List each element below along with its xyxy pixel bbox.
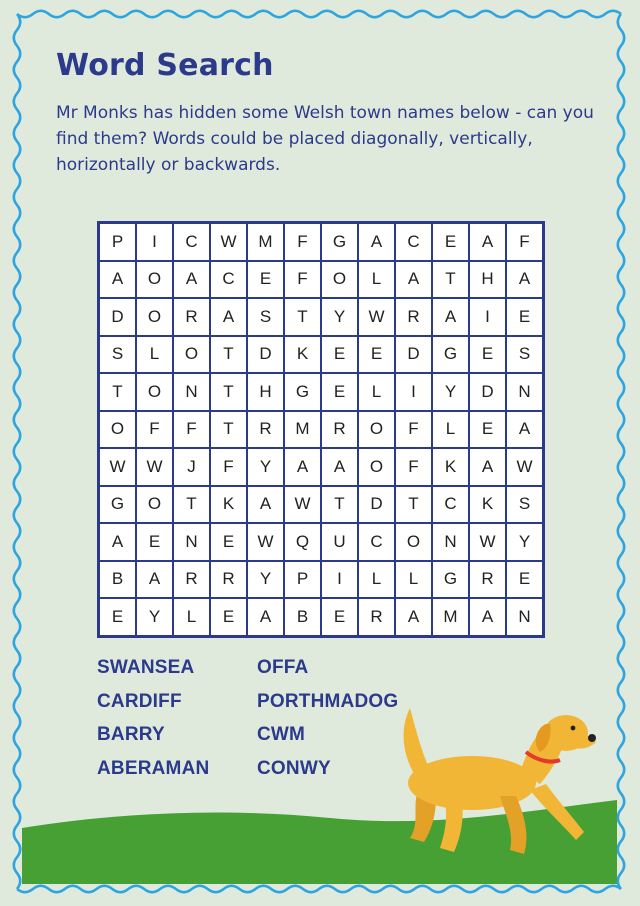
grid-cell: H [469,261,506,299]
grid-cell: C [432,486,469,524]
grid-cell: R [395,298,432,336]
grid-cell: P [99,223,136,261]
grid-cell: D [99,298,136,336]
grid-cell: D [358,486,395,524]
instructions: Mr Monks has hidden some Welsh town names below - can you find them? Words could be placed diagonally, vertically, horizontally or backwards. [56,103,594,175]
word-list-item: CARDIFF [97,690,182,712]
grid-cell: S [506,486,543,524]
grid-cell: D [395,336,432,374]
grid-cell: A [395,598,432,636]
grid-cell: C [173,223,210,261]
grid-cell: G [99,486,136,524]
word-list-item: SWANSEA [97,657,195,678]
word-list-item: PORTHMADOG [257,690,399,712]
grid-cell: Q [284,523,321,561]
grid-cell: L [358,561,395,599]
grid-cell: O [173,336,210,374]
grid-cell: E [321,336,358,374]
grass-hill [22,800,617,884]
word-list-item: BARRY [97,724,165,745]
grid-cell: A [506,261,543,299]
grid-cell: A [136,561,173,599]
grid-cell: O [321,261,358,299]
word-list-item: ABERAMAN [97,757,210,779]
grid-cell: T [99,373,136,411]
word-search-grid [97,221,545,638]
word-list-item: OFFA [257,657,309,678]
grid-cell: E [469,411,506,449]
grid-cell: W [284,486,321,524]
grid-cell: L [358,373,395,411]
grid-cell: A [247,598,284,636]
grid-cell: T [395,486,432,524]
grid-cell: A [99,261,136,299]
grid-cell: O [395,523,432,561]
grid-cell: E [210,598,247,636]
grid-cell: T [210,336,247,374]
grid-cell: C [358,523,395,561]
grid-cell: E [321,373,358,411]
grid-cell: E [506,298,543,336]
grid-cell: O [136,486,173,524]
grid-cell: S [247,298,284,336]
grid-cell: T [173,486,210,524]
grid-cell: U [321,523,358,561]
grid-cell: Y [432,373,469,411]
grid-cell: F [395,448,432,486]
word-list-item: CWM [257,724,306,745]
grid-cell: L [136,336,173,374]
word-list [97,657,457,791]
grid-cell: B [284,598,321,636]
grid-cell: R [321,411,358,449]
grid-cell: A [247,486,284,524]
grid-cell: M [284,411,321,449]
grid-cell: W [469,523,506,561]
grid-cell: E [506,561,543,599]
grid-cell: T [210,373,247,411]
grid-cell: E [432,223,469,261]
grid-cell: W [358,298,395,336]
grid-cell: R [173,561,210,599]
grid-cell: R [210,561,247,599]
grid-cell: A [321,448,358,486]
grid-cell: H [247,373,284,411]
grid-cell: F [136,411,173,449]
grid-cell: G [321,223,358,261]
grid-cell: E [247,261,284,299]
grid-cell: R [358,598,395,636]
grid-cell: W [506,448,543,486]
grid-cell: K [284,336,321,374]
grid-cell: W [247,523,284,561]
grid-cell: L [395,561,432,599]
page-title: Word Search [56,48,274,83]
grid-cell: A [432,298,469,336]
grid-cell: R [173,298,210,336]
grid-cell: O [136,373,173,411]
grid-cell: A [173,261,210,299]
grid-cell: F [506,223,543,261]
grid-cell: W [210,223,247,261]
grid-cell: B [99,561,136,599]
grid-cell: G [284,373,321,411]
grid-cell: A [358,223,395,261]
grid-cell: T [432,261,469,299]
grid-cell: F [210,448,247,486]
grid-cell: I [469,298,506,336]
grid-cell: W [136,448,173,486]
grid-cell: A [395,261,432,299]
grid-cell: F [284,223,321,261]
grid-cell: K [469,486,506,524]
grid-cell: A [469,448,506,486]
grid-cell: E [469,336,506,374]
grid-cell: E [136,523,173,561]
grid-cell: N [173,523,210,561]
grid-cell: M [247,223,284,261]
grid-cell: R [247,411,284,449]
grid-cell: N [432,523,469,561]
grid-cell: E [99,598,136,636]
grid-cell: D [469,373,506,411]
grid-cell: E [321,598,358,636]
word-list-item: CONWY [257,757,331,779]
grid-cell: O [358,448,395,486]
grid-cell: S [506,336,543,374]
grid-cell: K [432,448,469,486]
grid-cell: I [136,223,173,261]
grid-cell: D [247,336,284,374]
grid-cell: R [469,561,506,599]
grid-cell: A [469,223,506,261]
grid-cell: L [432,411,469,449]
grid-cell: Y [247,448,284,486]
grid-cell: T [284,298,321,336]
grid-cell: J [173,448,210,486]
grid-cell: E [358,336,395,374]
grid-cell: G [432,336,469,374]
grid-cell: A [210,298,247,336]
grid-cell: P [284,561,321,599]
grid-cell: Y [136,598,173,636]
grid-cell: N [506,373,543,411]
grid-cell: K [210,486,247,524]
grid-cell: O [136,298,173,336]
grid-cell: Y [321,298,358,336]
grid-cell: L [173,598,210,636]
grid-cell: A [506,411,543,449]
grid-cell: A [99,523,136,561]
grid-cell: O [136,261,173,299]
grid-cell: I [321,561,358,599]
grid-cell: F [173,411,210,449]
grid-cell: O [99,411,136,449]
grid-cell: E [210,523,247,561]
grid-cell: C [210,261,247,299]
grid-cell: M [432,598,469,636]
grid-cell: W [99,448,136,486]
grid-cell: A [284,448,321,486]
grid-cell: L [358,261,395,299]
grid-cell: F [284,261,321,299]
grid-cell: N [506,598,543,636]
grid-cell: N [173,373,210,411]
grid-cell: O [358,411,395,449]
grid-cell: Y [247,561,284,599]
grid-cell: S [99,336,136,374]
grid-cell: C [395,223,432,261]
grid-cell: T [210,411,247,449]
grid-cell: Y [506,523,543,561]
grid-cell: G [432,561,469,599]
grid-cell: A [469,598,506,636]
grid-cell: I [395,373,432,411]
grid-cell: T [321,486,358,524]
grid-cell: F [395,411,432,449]
